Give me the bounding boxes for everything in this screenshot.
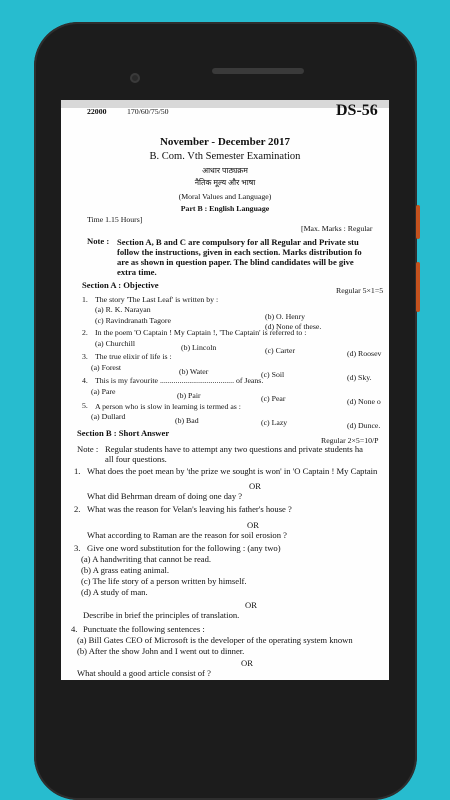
part-title: Part B : English Language <box>180 204 270 213</box>
option: (a) Churchill <box>95 339 136 348</box>
exam-session: November - December 2017 <box>159 136 291 148</box>
or-separator: OR <box>245 600 257 610</box>
option: (a) Dullard <box>91 412 126 421</box>
sub-item: (d) A study of man. <box>81 587 148 597</box>
note-line: are as shown in question paper. The blind candidates will be give <box>117 257 354 267</box>
sub-item: (b) After the show John and I went out to dinner. <box>77 646 245 656</box>
short-question: What according to Raman are the reason for soil erosion ? <box>87 530 287 540</box>
question-number: 1. <box>82 295 88 304</box>
speaker-grille <box>212 68 304 74</box>
short-question: What should a good article consist of ? <box>77 668 211 678</box>
volume-button <box>416 205 420 239</box>
question-text: In the poem 'O Captain ! My Captain !, 'The Captain' is referred to : <box>95 328 307 337</box>
max-marks: [Max. Marks : Regular <box>301 224 373 233</box>
or-separator: OR <box>247 520 259 530</box>
short-question: Give one word substitution for the following : (any two) <box>87 543 281 553</box>
sub-item: (c) The life story of a person written by himself. <box>81 576 247 586</box>
short-question: Punctuate the following sentences : <box>83 624 205 634</box>
option: (d) Sky. <box>347 373 372 382</box>
short-question: Describe in brief the principles of translation. <box>83 610 240 620</box>
option: (c) Pear <box>261 394 286 403</box>
option: (b) Lincoln <box>181 343 217 352</box>
note-label: Note : <box>87 236 110 246</box>
question-number: 2. <box>82 328 88 337</box>
note-label: Note : <box>77 444 99 454</box>
hindi-title-2: नैतिक मूल्य और भाषा <box>194 178 256 187</box>
question-text: The story 'The Last Leaf' is written by : <box>95 295 219 304</box>
option: (c) Ravindranath Tagore <box>95 316 171 325</box>
or-separator: OR <box>241 658 253 668</box>
section-a-marks: Regular 5×1=5 <box>336 286 384 295</box>
exam-name: B. Com. Vth Semester Examination <box>149 151 301 162</box>
short-question: What does the poet mean by 'the prize we sought is won' in 'O Captain ! My Captain <box>87 466 378 476</box>
question-number: 5. <box>82 401 88 410</box>
option: (c) Carter <box>265 346 296 355</box>
short-question: What did Behrman dream of doing one day ? <box>87 491 243 501</box>
question-number: 3. <box>82 352 88 361</box>
short-question: What was the reason for Velan's leaving his father's house ? <box>87 504 292 514</box>
note-line: all four questions. <box>105 454 167 464</box>
option: (d) None o <box>347 397 381 406</box>
question-text: This is my favourite ...................................... of Jeans. <box>95 376 264 385</box>
option: (a) Pare <box>91 387 116 396</box>
option: (d) None of these. <box>265 322 322 331</box>
option: (b) Pair <box>177 391 201 400</box>
note-line: extra time. <box>117 267 157 277</box>
section-a-title: Section A : Objective <box>82 280 159 290</box>
time-limit: Time 1.15 Hours] <box>87 215 143 224</box>
sub-item: (a) A handwriting that cannot be read. <box>81 554 212 564</box>
question-text: The true elixir of life is : <box>95 352 172 361</box>
paper-code: DS-56 <box>336 102 378 119</box>
question-number: 4. <box>82 376 88 385</box>
question-text: A person who is slow in learning is termed as : <box>95 402 241 411</box>
option: (b) O. Henry <box>265 312 306 321</box>
note-line: follow the instructions, given in each section. Marks distribution fo <box>117 247 362 257</box>
option: (c) Soil <box>261 370 285 379</box>
sub-item: (b) A grass eating animal. <box>81 565 170 575</box>
hindi-title-1: आधार पाठ्यक्रम <box>202 166 248 175</box>
note-line: Section A, B and C are compulsory for all Regular and Private stu <box>117 237 359 247</box>
document-viewer[interactable]: 22000 170/60/75/50 DS-56 November - December 2017 B. Com. Vth Semester Examination आधार पाठ्यक्रम नैतिक मूल्य और भाषा (Moral Values and Language) Part B : English Language Time 1.15 Hours] [Max. Marks : Regular Note : Section A, B and C are compulsory for all Regular and Private stu follow the instructions, given in each section. Marks distribution fo are as shown in question paper. The blind candidates will be give extra time. Section A : Objective Regular 5×1=5 1. The story 'The Last Leaf' is written by : (a) R. K. Narayan (b) O. Henry (c) Ravindranath Tagore (d) None of these. 2. In the poem 'O Captain ! My Captain !, 'The Captain' is referred to : (a) Churchill (b) Lincoln (c) Carter (d) Roosev 3. The true elixir of life is : (a) Forest (b) Water (c) Soil (d) Sky. 4. This is my favourite ...................................... of Jeans. (a) Pare (b) Pair (c) Pear (d) None o 5. A person who is slow in learning is termed as : (a) Dullard (b) Bad (c) Lazy (d) Dunce. Section B : Short Answer Regular 2×5=10/P Note : Regular students have to attempt any two questions and private students ha all four questions. 1. What does the poet mean by 'the prize we sought is won' in 'O Captain ! My Captain OR What did Behrman dream of doing one day ? 2. What was the reason for Velan's leaving his father's house ? OR What according to Raman are the reason for soil erosion ? 3. Give one word substitution for the following : (any two) (a) A handwriting that cannot be read. (b) A grass eating animal. (c) The life story of a person written by himself. (d) A study of man. OR Describe in brief the principles of translation. 4. Punctuate the following sentences : (a) Bill Gates CEO of Microsoft is the developer of the operating system known (b) After the show John and I went out to dinner. OR What should a good article consist of ? <box>61 100 389 680</box>
option: (b) Water <box>179 367 209 376</box>
option: (a) R. K. Narayan <box>95 305 151 314</box>
option: (b) Bad <box>175 416 199 425</box>
power-button <box>416 262 420 312</box>
front-camera-icon <box>130 73 140 83</box>
paper-name: (Moral Values and Language) <box>178 192 272 201</box>
roll-number: 22000 <box>87 107 107 116</box>
section-b-title: Section B : Short Answer <box>77 428 170 438</box>
section-b-marks: Regular 2×5=10/P <box>321 436 379 445</box>
option: (d) Dunce. <box>347 421 381 430</box>
option: (d) Roosev <box>347 349 382 358</box>
option: (a) Forest <box>91 363 122 372</box>
or-separator: OR <box>249 481 261 491</box>
option: (c) Lazy <box>261 418 288 427</box>
note-line: Regular students have to attempt any two questions and private students ha <box>105 444 363 454</box>
seat-line: 170/60/75/50 <box>127 107 169 116</box>
sub-item: (a) Bill Gates CEO of Microsoft is the developer of the operating system known <box>77 635 353 645</box>
